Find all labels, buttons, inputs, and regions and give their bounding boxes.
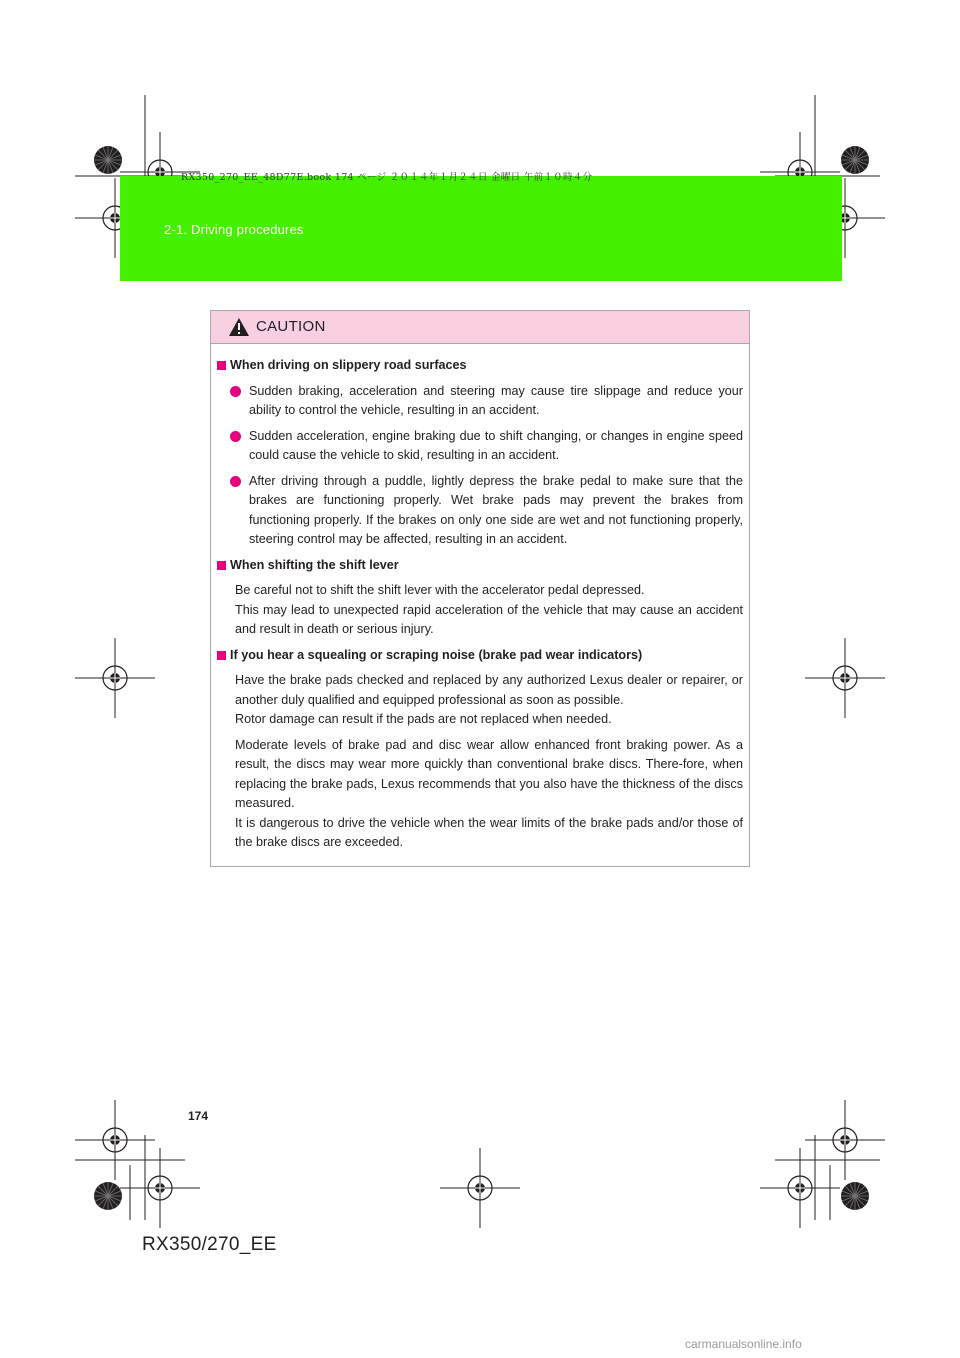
paragraph: Be careful not to shift the shift lever with the accelerator pedal depressed. This may lead to unexpected rapid acceleration of the vehicle that may cause an accident and result in death or serious injury.: [235, 583, 743, 636]
watermark-text: carmanualsonline.info: [685, 1337, 802, 1351]
round-bullet-icon: [230, 431, 241, 442]
printer-info-line: RX350_270_EE_48D77E.book 174 ページ ２０１４年１月２４日 金曜日 午前１０時４分: [181, 172, 593, 183]
bullet-item: Sudden braking, acceleration and steering may cause tire slippage and reduce your ability to control the vehicle, resulting in an accident.: [217, 382, 743, 421]
page-number: 174: [188, 1109, 209, 1123]
caution-header: [211, 311, 749, 344]
warning-triangle-icon: [228, 317, 250, 337]
section-heading: When driving on slippery road surfaces: [217, 356, 743, 376]
section-title: 2-1. Driving procedures: [164, 222, 304, 237]
caution-body: [211, 344, 749, 853]
square-bullet-icon: [217, 561, 226, 570]
paragraph: Moderate levels of brake pad and disc wear allow enhanced front braking power. As a result, the discs may wear more quickly than conventional brake discs. There-fore, when replacing the brake pads, Lexus recommends that you also have the thickness of the discs measured. It is dangerous to drive the vehicle when the wear limits of the brake pads and/or those of the brake discs are exceeded.: [235, 737, 743, 849]
section-heading: If you hear a squealing or scraping noise (brake pad wear indicators): [217, 646, 743, 666]
square-bullet-icon: [217, 651, 226, 660]
caution-box: [210, 310, 750, 867]
bullet-item: Sudden acceleration, engine braking due to shift changing, or changes in engine speed could cause the vehicle to skid, resulting in an accident.: [217, 427, 743, 466]
round-bullet-icon: [230, 386, 241, 397]
header-band: [120, 176, 842, 281]
round-bullet-icon: [230, 476, 241, 487]
caution-title: CAUTION: [256, 318, 326, 335]
section-heading: When shifting the shift lever: [217, 556, 743, 576]
paragraph: Have the brake pads checked and replaced by any authorized Lexus dealer or repairer, or another duly qualified and equipped professional as soon as possible. Rotor damage can result if the pads are not replaced when needed.: [235, 673, 743, 726]
bullet-item: After driving through a puddle, lightly depress the brake pedal to make sure that the brakes are functioning properly. Wet brake pads may prevent the brakes from functioning properly. If the brakes on only one side are wet and not functioning properly, steering control may be affected, resulting in an accident.: [217, 472, 743, 550]
model-code: RX350/270_EE: [142, 1234, 277, 1255]
square-bullet-icon: [217, 361, 226, 370]
